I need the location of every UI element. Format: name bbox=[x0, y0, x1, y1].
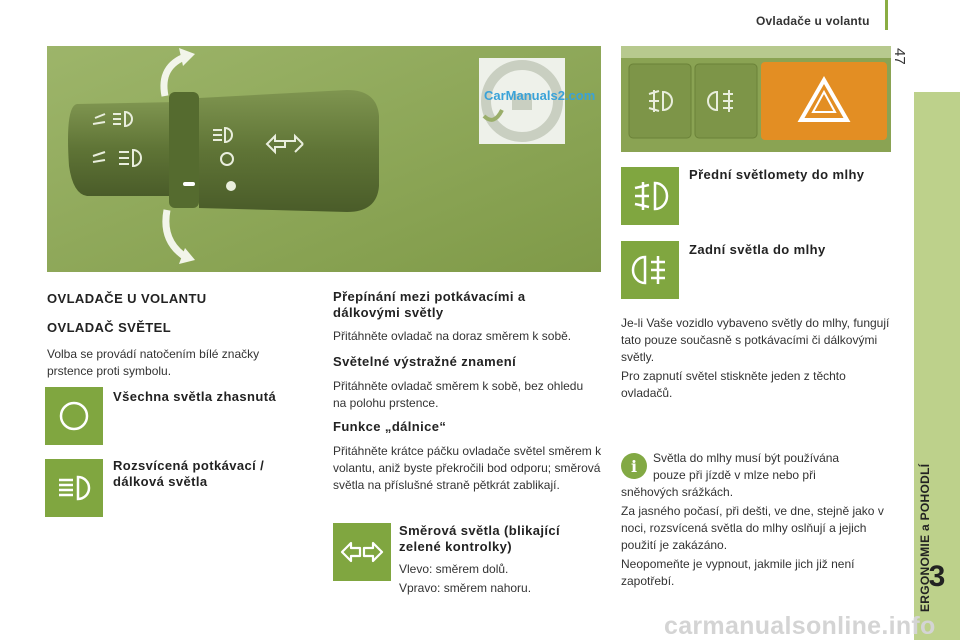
headlamp-flash-text: Přitáhněte ovladač směrem k sobě, bez ohledu na polohu prstence. bbox=[333, 379, 584, 410]
chapter-number: 3 bbox=[928, 560, 946, 593]
direction-indicators-icon bbox=[339, 532, 385, 572]
beam-switching-heading: Přepínání mezi potkávacími a dálkovými světly bbox=[333, 289, 526, 320]
chapter-title: ERGONOMIE a POHODLÍ bbox=[918, 463, 932, 612]
info-icon: i bbox=[621, 453, 647, 479]
motorway-function-heading: Funkce „dálnice“ bbox=[333, 419, 447, 434]
lights-off-icon bbox=[51, 396, 97, 436]
main-heading: OVLADAČE U VOLANTU bbox=[47, 291, 207, 306]
rear-fog-icon bbox=[627, 250, 673, 290]
lights-off-symbol bbox=[45, 387, 103, 445]
site-watermark: carmanualsonline.info bbox=[664, 612, 936, 640]
chapter-side-tab bbox=[914, 92, 960, 640]
front-fog-symbol bbox=[621, 167, 679, 225]
dipped-main-beam-icon bbox=[51, 468, 97, 508]
lighting-stalk-illustration bbox=[47, 46, 601, 272]
dipped-main-beam-symbol bbox=[45, 459, 103, 517]
fog-lamp-switch-panel-illustration bbox=[621, 46, 891, 152]
note-line-2: pouze při jízdě v mlze nebo při bbox=[653, 468, 816, 482]
note-line-1: Světla do mlhy musí být používána bbox=[653, 451, 840, 465]
front-fog-icon bbox=[627, 176, 673, 216]
indicators-heading: Směrová světla (blikající zelené kontrolky) bbox=[399, 523, 561, 554]
lights-off-label: Všechna světla zhasnutá bbox=[113, 389, 277, 404]
beam-switching-text: Přitáhněte ovladač na doraz směrem k sobě. bbox=[333, 329, 572, 343]
page-number: 47 bbox=[891, 48, 908, 65]
headlamp-flash-heading: Světelné výstražné znamení bbox=[333, 354, 517, 369]
lighting-switch-heading: OVLADAČ SVĚTEL bbox=[47, 320, 172, 335]
dipped-main-beam-label: Rozsvícená potkávací / dálková světla bbox=[113, 458, 265, 489]
lighting-intro-text: Volba se provádí natočením bílé značky prstence proti symbolu. bbox=[47, 347, 260, 378]
header-rule bbox=[885, 0, 888, 30]
direction-indicators-symbol bbox=[333, 523, 391, 581]
rear-fog-symbol bbox=[621, 241, 679, 299]
note-paragraph-3: Neopomeňte je vypnout, jakmile jich již není zapotřebí. bbox=[621, 557, 855, 588]
fog-lamps-info-text: Je-li Vaše vozidlo vybaveno světly do mlhy, fungují tato pouze současně s potkávacími či dálkovými světly. bbox=[621, 316, 890, 364]
running-title: Ovladače u volantu bbox=[756, 14, 870, 28]
note-line-3: sněhových srážkách. bbox=[621, 485, 734, 499]
front-fog-label: Přední světlomety do mlhy bbox=[689, 167, 865, 182]
rear-fog-label: Zadní světla do mlhy bbox=[689, 242, 826, 257]
indicator-right-text: Vpravo: směrem nahoru. bbox=[399, 581, 532, 595]
indicator-left-text: Vlevo: směrem dolů. bbox=[399, 562, 509, 576]
fog-lamps-instruction-text: Pro zapnutí světel stiskněte jeden z těchto ovladačů. bbox=[621, 369, 846, 400]
watermark-text: CarManuals2.com bbox=[484, 88, 596, 103]
motorway-function-text: Přitáhněte krátce páčku ovladače světel směrem k volantu, aniž byste překročili bod odporu; směrová světla na příslušné straně pětkrát zablikají. bbox=[333, 444, 602, 492]
note-paragraph-2: Za jasného počasí, při dešti, ve dne, stejně jako v noci, rozsvícená světla do mlhy oslňují a jejich použití je zakázáno. bbox=[621, 504, 884, 552]
